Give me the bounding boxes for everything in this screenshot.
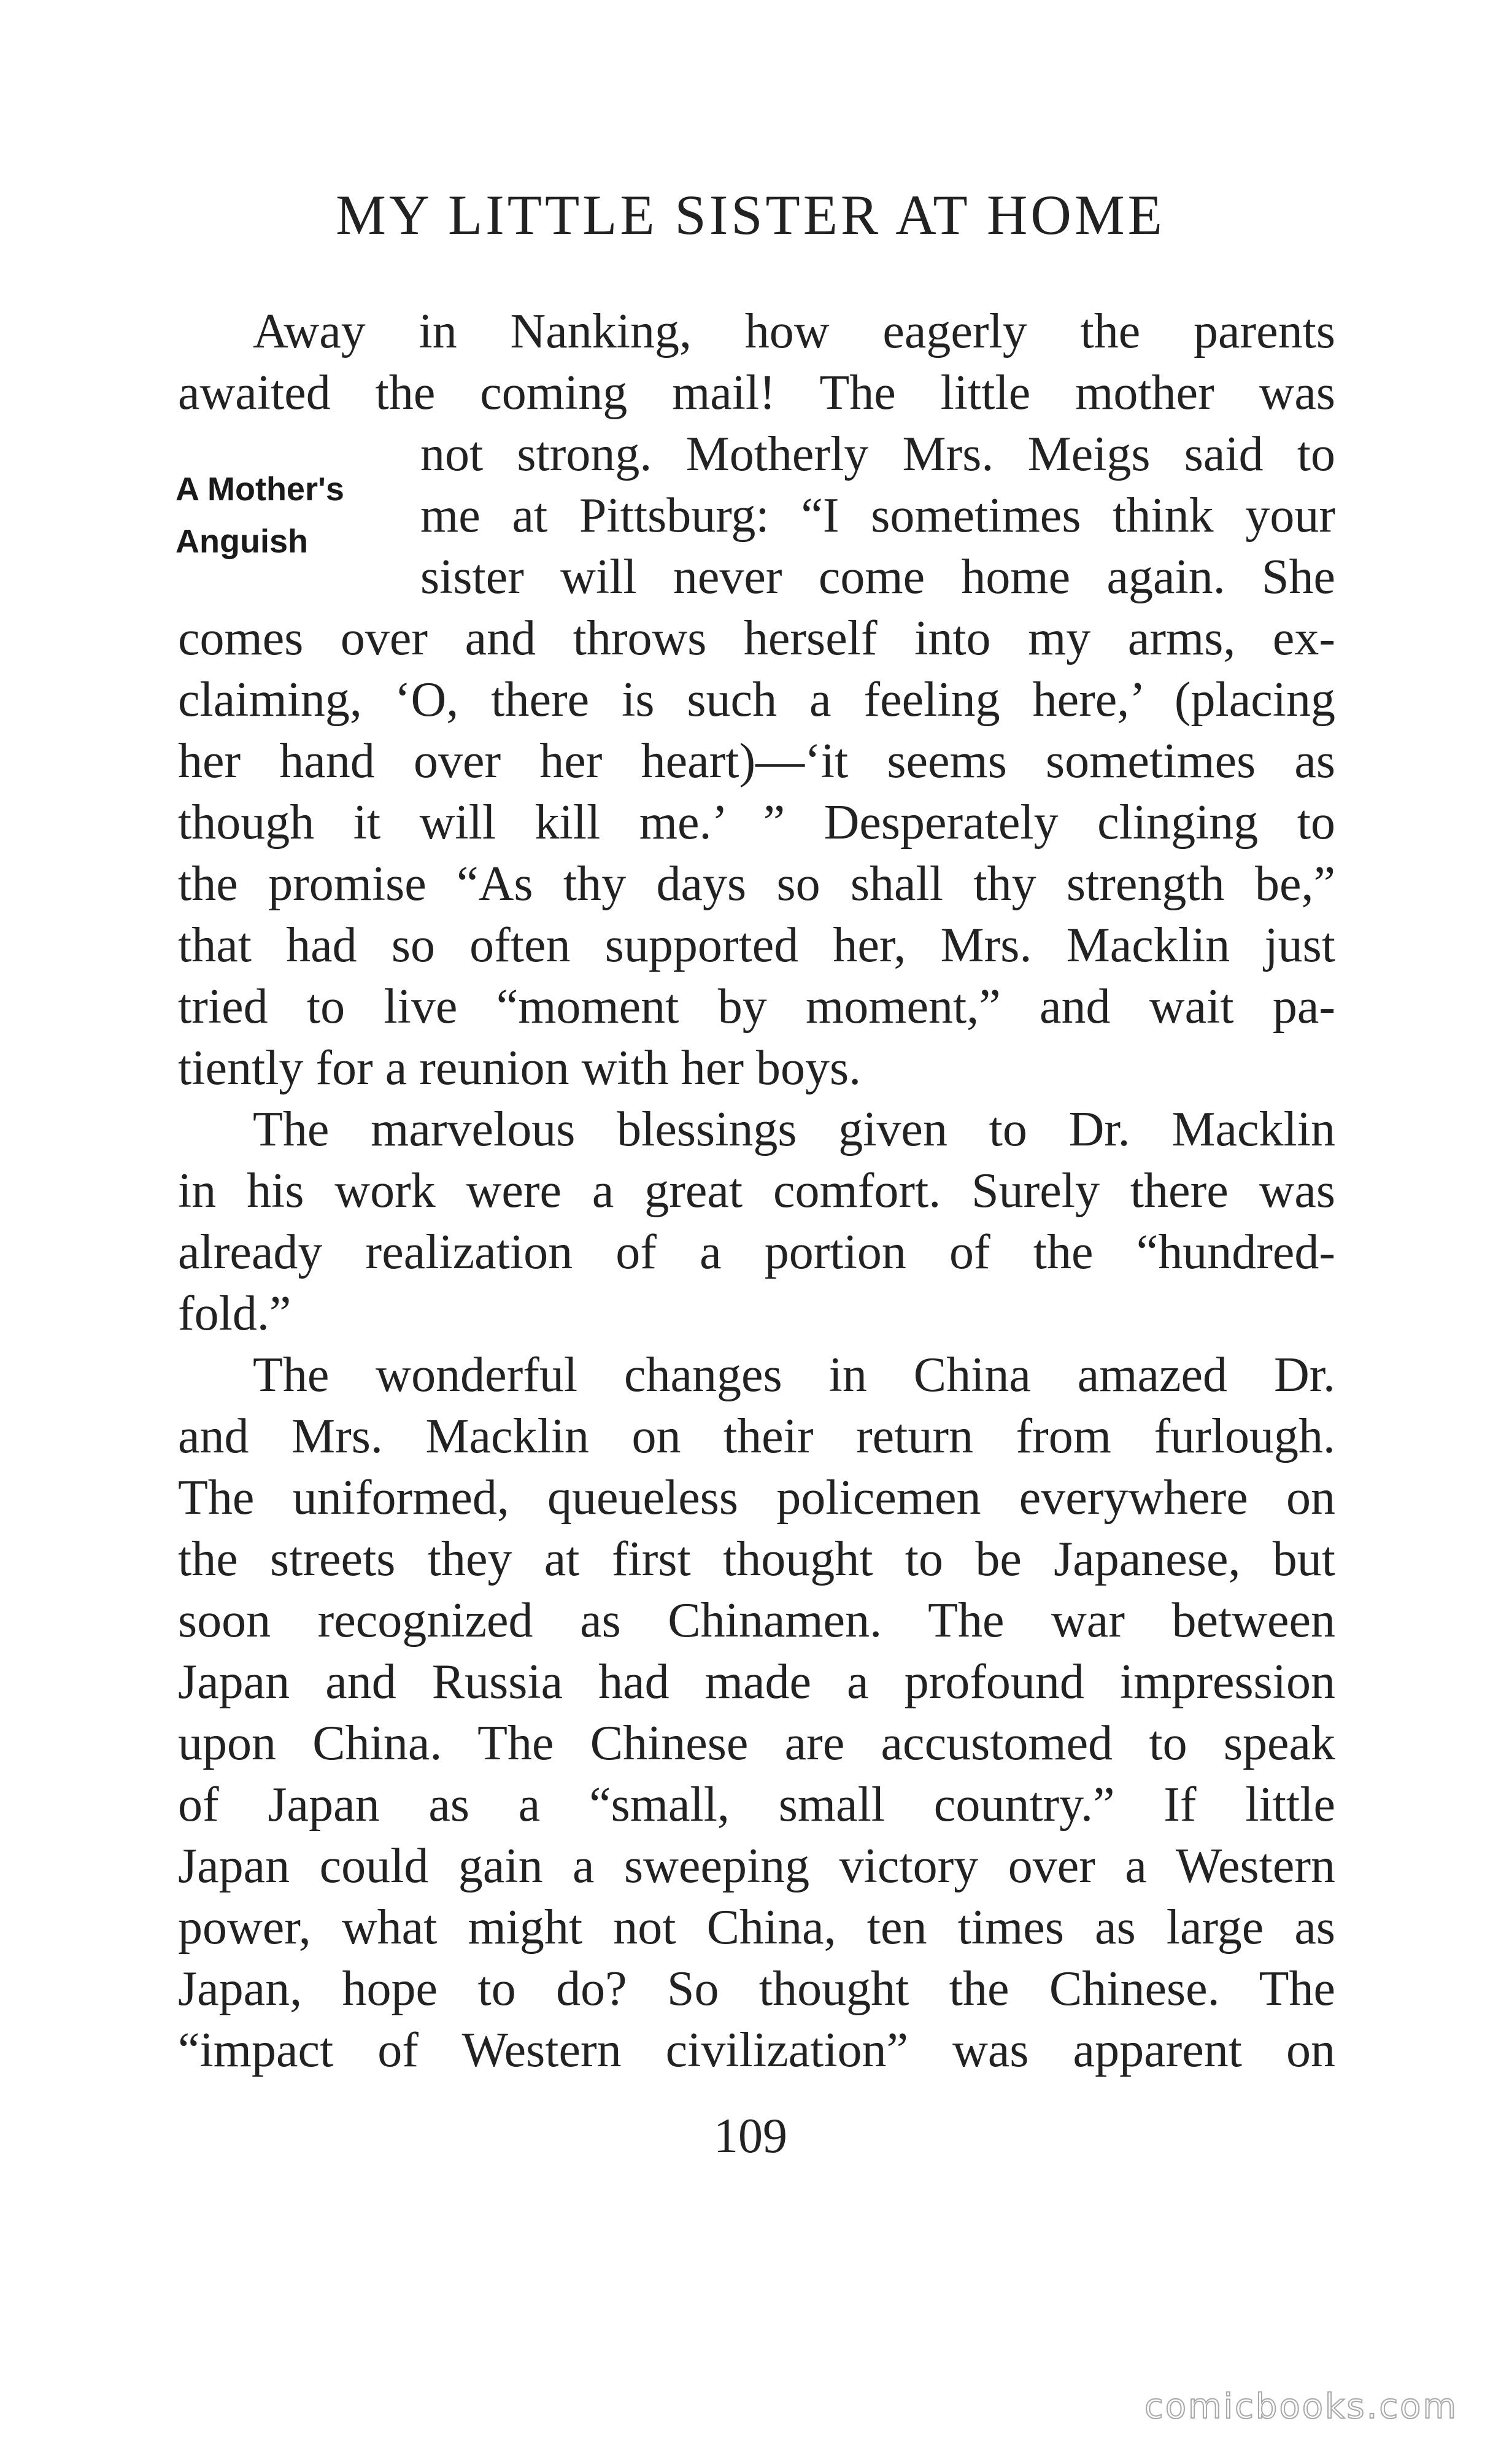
text-line: The marvelous blessings given to Dr. Macklin [253, 1102, 1335, 1156]
text-line: the streets they at first thought to be Japanese, but [178, 1532, 1335, 1586]
text-line: that had so often supported her, Mrs. Macklin just [178, 918, 1335, 972]
text-line: tiently for a reunion with her boys. [178, 1041, 862, 1095]
text-line: in his work were a great comfort. Surely there was [178, 1164, 1335, 1218]
text-line: the promise “As thy days so shall thy strength be,” [178, 857, 1335, 911]
text-line: already realization of a portion of the “hundred- [178, 1225, 1335, 1279]
page-number: 109 [714, 2109, 787, 2163]
text-line: The wonderful changes in China amazed Dr. [253, 1348, 1335, 1402]
text-line: me at Pittsburg: “I sometimes think your [420, 489, 1335, 543]
margin-note [176, 463, 409, 568]
margin-note-line-1: A Mother's [176, 471, 344, 508]
text-line: her hand over her heart)—‘it seems sometimes as [178, 734, 1335, 788]
text-line: soon recognized as Chinamen. The war between [178, 1594, 1335, 1648]
text-line: of Japan as a “small, small country.” If little [178, 1778, 1335, 1832]
text-line: awaited the coming mail! The little mother was [178, 366, 1335, 420]
text-line: upon China. The Chinese are accustomed to speak [178, 1716, 1335, 1770]
text-line: fold.” [178, 1287, 291, 1341]
running-header: MY LITTLE SISTER AT HOME [336, 184, 1165, 246]
text-line: power, what might not China, ten times as large as [178, 1900, 1335, 1955]
text-line: Japan and Russia had made a profound impression [178, 1655, 1335, 1709]
text-line: and Mrs. Macklin on their return from furlough. [178, 1409, 1335, 1463]
text-line: Japan could gain a sweeping victory over a Western [178, 1839, 1335, 1893]
text-line: comes over and throws herself into my arms, ex- [178, 611, 1335, 665]
site-watermark: comicbooks.com [1144, 2387, 1458, 2427]
text-line: sister will never come home again. She [420, 550, 1335, 604]
text-line: though it will kill me.’ ” Desperately clinging to [178, 796, 1335, 850]
text-line: The uniformed, queueless policemen everywhere on [178, 1471, 1335, 1525]
text-line: not strong. Motherly Mrs. Meigs said to [420, 427, 1335, 481]
text-line: tried to live “moment by moment,” and wait pa- [178, 980, 1335, 1034]
margin-note-line-2: Anguish [176, 523, 308, 560]
text-line: Away in Nanking, how eagerly the parents [253, 304, 1335, 358]
text-line: claiming, ‘O, there is such a feeling here,’ (placing [178, 673, 1335, 727]
text-line: Japan, hope to do? So thought the Chinese. The [178, 1962, 1335, 2016]
text-line: “impact of Western civilization” was apparent on [178, 2023, 1335, 2077]
